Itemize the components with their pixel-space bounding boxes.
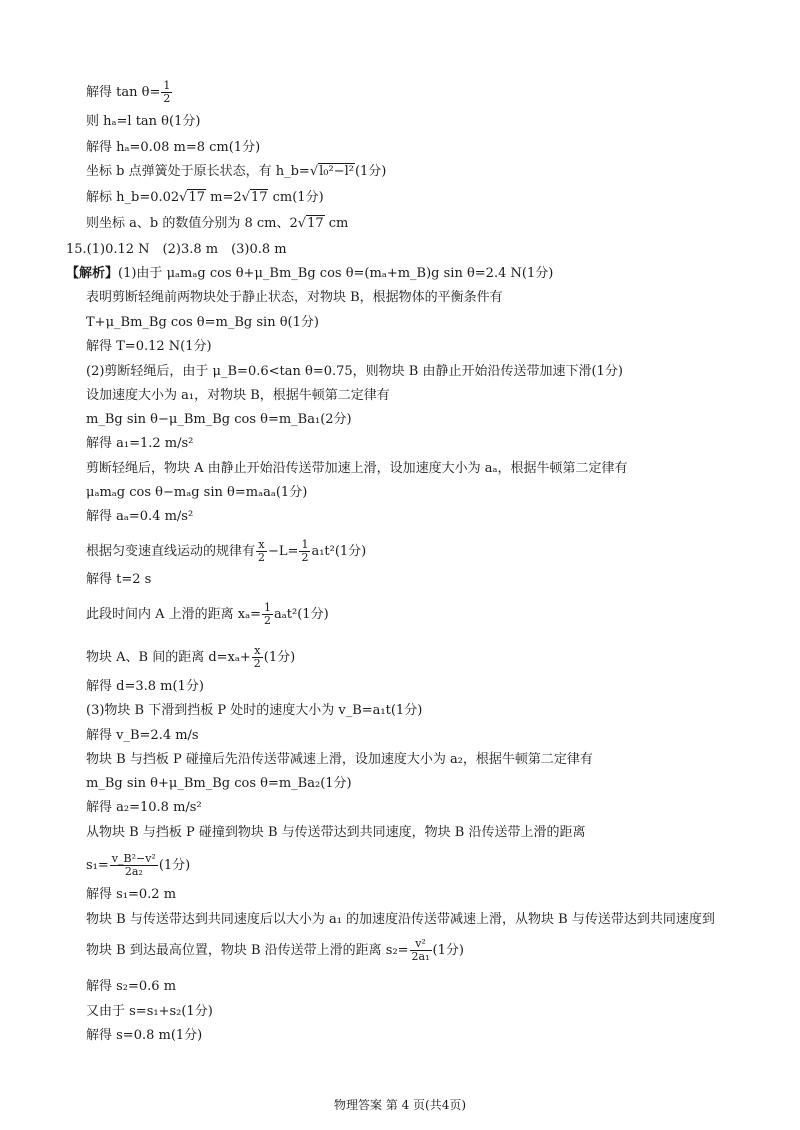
question-15-answers: 15.(1)0.12 N (2)3.8 m (3)0.8 m [66, 242, 287, 257]
solution-line: 则坐标 a、b 的数值分别为 8 cm、2√17 cm [86, 216, 349, 231]
solution-line: 物块 A、B 间的距离 d=xₐ+ $\frac{x}{2}$ (1分) [86, 644, 296, 670]
solution-line: 物块 B 与挡板 P 碰撞后先沿传送带减速上滑，设加速度大小为 a₂，根据牛顿第二定律有 [86, 752, 593, 767]
solution-line: 表明剪断轻绳前两物块处于静止状态，对物块 B，根据物体的平衡条件有 [86, 290, 503, 305]
solution-line: 根据匀变速直线运动的规律有 $\frac{x}{2}$ −L= $\frac{1}{2}$ a₁t²(1分) [86, 538, 367, 564]
fraction: $\frac{x}{2}$ [258, 538, 266, 564]
solution-line: 设加速度大小为 a₁，对物块 B，根据牛顿第二定律有 [86, 388, 390, 403]
solution-line: 解得 v_B=2.4 m/s [86, 728, 199, 743]
solution-line: 坐标 b 点弹簧处于原长状态，有 h_b=√l₀²−l²(1分) [86, 164, 387, 179]
solution-line: 解得 aₐ=0.4 m/s² [86, 509, 194, 524]
solution-line: 剪断轻绳后，物块 A 由静止开始沿传送带加速上滑，设加速度大小为 aₐ，根据牛顿第二定律有 [86, 461, 628, 476]
solution-line: 从物块 B 与挡板 P 碰撞到物块 B 与传送带达到共同速度，物块 B 沿传送带上滑的距离 [86, 825, 586, 840]
solution-line: s₁= $\frac{\text{v\_B²−v²}}{\text{2a₂}}$ (1分) [86, 852, 191, 878]
page-footer: 物理答案 第 4 页(共4页) [333, 1098, 467, 1112]
solution-line: 物块 B 到达最高位置，物块 B 沿传送带上滑的距离 s₂= $\frac{\text{v²}}{\text{2a₁}}$ (1分) [86, 937, 464, 963]
solution-line: 则 hₐ=l tan θ(1分) [86, 114, 201, 129]
fraction: $\frac{x}{2}$ [253, 644, 261, 670]
solution-line: 解得 a₂=10.8 m/s² [86, 800, 202, 815]
fraction: $\frac{1}{2}$ [163, 79, 171, 105]
fraction: $\frac{1}{2}$ [301, 538, 309, 564]
solution-line: 解得 t=2 s [86, 572, 152, 587]
solution-line: 物块 B 与传送带达到共同速度后以大小为 a₁ 的加速度沿传送带减速上滑，从物块 B 与传送带达到共同速度到 [86, 912, 715, 927]
solution-line: 解得 d=3.8 m(1分) [86, 679, 204, 694]
solution-line: 解得 s=0.8 m(1分) [86, 1028, 203, 1043]
solution-line: 解得 s₂=0.6 m [86, 979, 177, 994]
analysis-tag: 【解析】 [66, 266, 119, 281]
fraction: $\frac{1}{2}$ [264, 601, 272, 627]
fraction: $\frac{\text{v\_B²−v²}}{\text{2a₂}}$ [111, 852, 156, 878]
solution-line: (2)剪断轻绳后，由于 μ_B=0.6<tan θ=0.75，则物块 B 由静止开始沿传送带加速下滑(1分) [86, 364, 623, 379]
solution-line: m_Bg sin θ−μ_Bm_Bg cos θ=m_Ba₁(2分) [86, 412, 352, 427]
solution-line: 解得 tan θ= $\frac{1}{2}$ [86, 79, 171, 105]
solution-line: 【解析】(1)由于 μₐmₐg cos θ+μ_Bm_Bg cos θ=(mₐ+m_B)g sin θ=2.4 N(1分) [66, 266, 554, 281]
solution-line: 解标 h_b=0.02√17 m=2√17 cm(1分) [86, 190, 324, 205]
fraction: $\frac{\text{v²}}{\text{2a₁}}$ [411, 937, 430, 963]
solution-line: 解得 s₁=0.2 m [86, 887, 177, 902]
solution-line: 解得 T=0.12 N(1分) [86, 339, 212, 354]
solution-line: μₐmₐg cos θ−mₐg sin θ=mₐaₐ(1分) [86, 485, 308, 500]
solution-line: 又由于 s=s₁+s₂(1分) [86, 1004, 213, 1019]
solution-line: 解得 hₐ=0.08 m=8 cm(1分) [86, 140, 261, 155]
solution-line: T+μ_Bm_Bg cos θ=m_Bg sin θ(1分) [86, 315, 319, 330]
solution-line: (3)物块 B 下滑到挡板 P 处时的速度大小为 v_B=a₁t(1分) [86, 703, 423, 718]
solution-line: m_Bg sin θ+μ_Bm_Bg cos θ=m_Ba₂(1分) [86, 776, 352, 791]
solution-line: 此段时间内 A 上滑的距离 xₐ= $\frac{1}{2}$ aₐt²(1分) [86, 601, 329, 627]
solution-line: 解得 a₁=1.2 m/s² [86, 436, 194, 451]
